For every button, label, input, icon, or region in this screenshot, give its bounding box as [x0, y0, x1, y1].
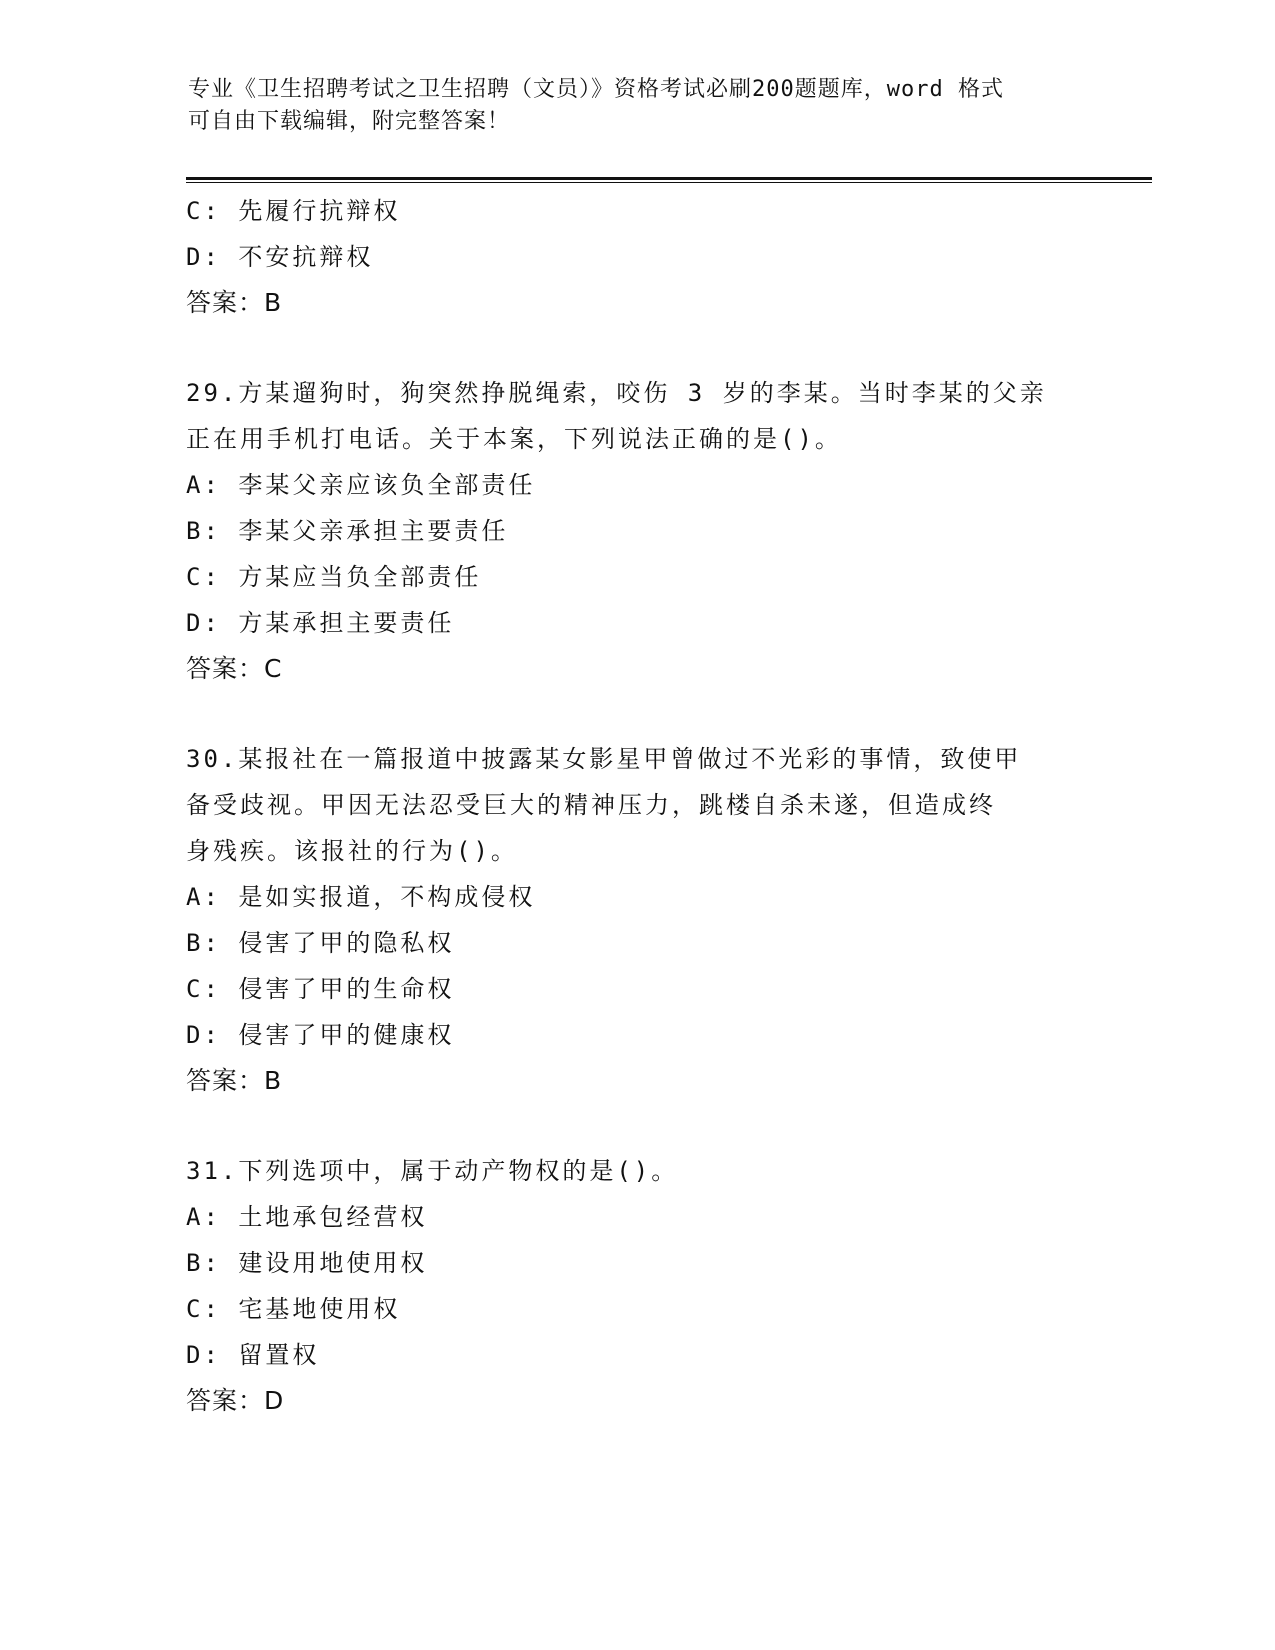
header-divider-thin — [186, 182, 1152, 183]
question-stem — [186, 1148, 1086, 1194]
option-b: B: 建设用地使用权 — [186, 1249, 428, 1277]
carryover-question — [186, 188, 1086, 326]
header-divider-thick — [186, 177, 1152, 180]
page-header — [188, 74, 1068, 138]
answer-line: 答案：D — [186, 1386, 285, 1415]
option-b: B: 侵害了甲的隐私权 — [186, 929, 455, 957]
option-d: D: 不安抗辩权 — [186, 243, 374, 271]
question-stem-line: 30.某报社在一篇报道中披露某女影星甲曾做过不光彩的事情，致使甲 — [186, 745, 1022, 773]
option-a: A: 李某父亲应该负全部责任 — [186, 471, 536, 499]
spacer — [186, 1104, 1086, 1148]
question-stem-line: 备受歧视。甲因无法忍受巨大的精神压力，跳楼自杀未遂，但造成终 — [186, 791, 996, 819]
header-line-2: 可自由下载编辑，附完整答案！ — [188, 109, 511, 134]
question-31 — [186, 1148, 1086, 1424]
question-stem-line: 身残疾。该报社的行为()。 — [186, 837, 518, 865]
spacer — [186, 326, 1086, 370]
option-c: C: 方某应当负全部责任 — [186, 563, 482, 591]
option-a: A: 是如实报道，不构成侵权 — [186, 883, 536, 911]
answer-line: 答案：C — [186, 654, 283, 683]
question-content — [186, 188, 1086, 1424]
header-line-1: 专业《卫生招聘考试之卫生招聘（文员）》资格考试必刷200题题库，word 格式 — [188, 77, 1004, 102]
option-d: D: 留置权 — [186, 1341, 320, 1369]
option-d: D: 侵害了甲的健康权 — [186, 1021, 455, 1049]
question-29 — [186, 370, 1086, 692]
answer-line: 答案：B — [186, 288, 283, 317]
option-c: C: 先履行抗辩权 — [186, 197, 401, 225]
option-d: D: 方某承担主要责任 — [186, 609, 455, 637]
question-30 — [186, 736, 1086, 1104]
question-stem-line: 31.下列选项中，属于动产物权的是()。 — [186, 1157, 679, 1185]
spacer — [186, 692, 1086, 736]
option-c: C: 宅基地使用权 — [186, 1295, 401, 1323]
answer-line: 答案：B — [186, 1066, 283, 1095]
option-a: A: 土地承包经营权 — [186, 1203, 428, 1231]
question-stem — [186, 370, 1086, 462]
option-c: C: 侵害了甲的生命权 — [186, 975, 455, 1003]
question-stem-line: 正在用手机打电话。关于本案，下列说法正确的是()。 — [186, 425, 842, 453]
option-b: B: 李某父亲承担主要责任 — [186, 517, 509, 545]
question-stem-line: 29.方某遛狗时，狗突然挣脱绳索，咬伤 3 岁的李某。当时李某的父亲 — [186, 379, 1047, 407]
question-stem — [186, 736, 1086, 874]
